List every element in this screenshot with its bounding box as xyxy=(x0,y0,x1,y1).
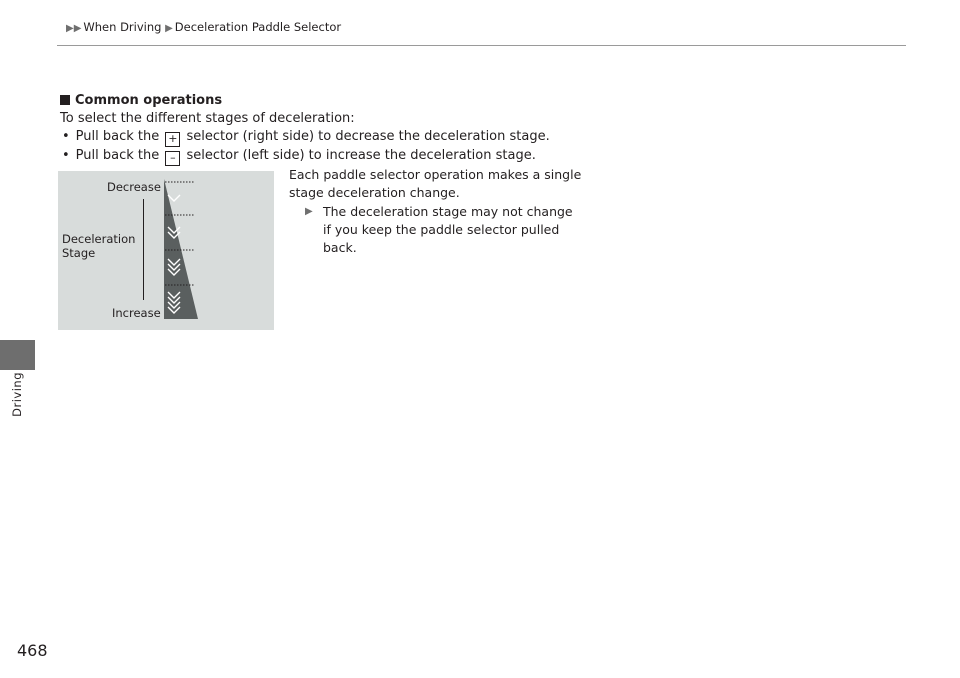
chapter-tab-marker xyxy=(0,340,35,370)
figure-axis-line xyxy=(143,199,144,300)
page-number: 468 xyxy=(17,641,48,660)
bullet-text-before: Pull back the xyxy=(75,129,160,144)
figure-label-increase: Increase xyxy=(112,306,161,320)
note-paragraph: Each paddle selector operation makes a single stage deceleration change. xyxy=(289,167,582,200)
breadcrumb xyxy=(66,20,341,34)
figure-label-decrease: Decrease xyxy=(107,180,161,194)
subnote-arrow-icon: ▶ xyxy=(305,206,313,217)
plus-selector-icon: + xyxy=(165,132,180,147)
breadcrumb-arrow-icon: ▶▶ xyxy=(66,23,82,34)
bullet-dot-icon: • xyxy=(62,129,70,144)
bullet-text-after: selector (left side) to increase the deceleration stage. xyxy=(186,148,536,163)
bullet-item xyxy=(62,148,536,166)
subnote-text: The deceleration stage may not change if you keep the paddle selector pulled back. xyxy=(323,204,573,255)
bullet-text-after: selector (right side) to decrease the deceleration stage. xyxy=(186,129,550,144)
breadcrumb-item-deceleration-paddle-selector[interactable]: Deceleration Paddle Selector xyxy=(174,20,342,34)
square-bullet-icon xyxy=(60,95,70,105)
bullet-dot-icon: • xyxy=(62,148,70,163)
chapter-side-label xyxy=(10,372,26,432)
bullet-text-before: Pull back the xyxy=(75,148,160,163)
figure-label-deceleration-stage: Deceleration Stage xyxy=(62,232,136,260)
breadcrumb-arrow-icon: ▶ xyxy=(165,23,173,34)
section-heading-text: Common operations xyxy=(75,93,223,108)
chapter-side-label-text: Driving xyxy=(10,372,24,417)
header-divider xyxy=(57,45,906,46)
minus-selector-icon: – xyxy=(165,151,180,166)
breadcrumb-item-when-driving[interactable]: When Driving xyxy=(83,20,162,34)
subnote xyxy=(305,203,580,257)
bullet-item xyxy=(62,129,550,147)
section-heading xyxy=(60,93,222,108)
intro-text: To select the different stages of deceleration: xyxy=(60,111,355,126)
